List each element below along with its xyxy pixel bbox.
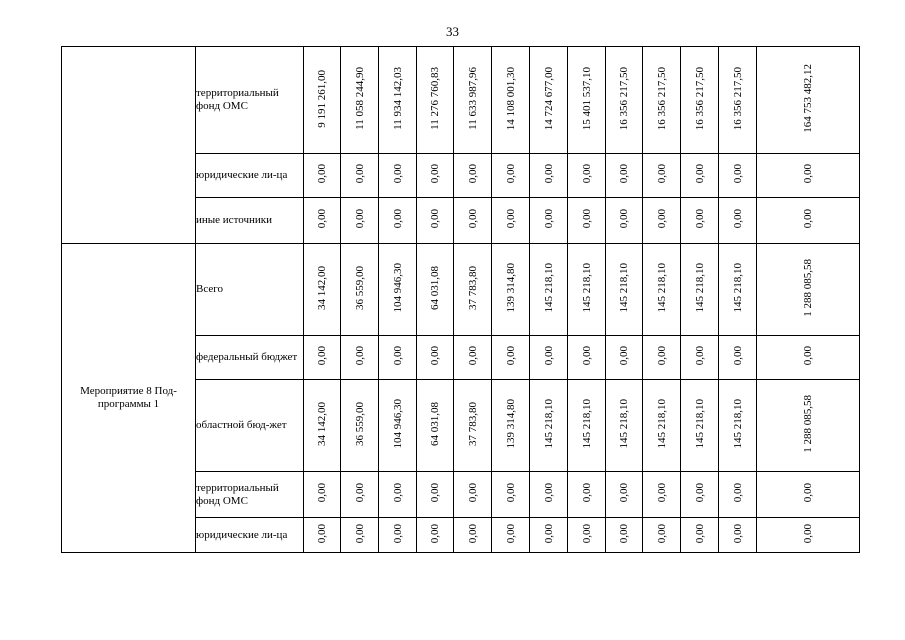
value-text: 0,00 [618,209,630,229]
value-cell [454,244,492,336]
value-text: 0,00 [391,164,404,184]
value-text: 0,00 [693,209,706,229]
value-cell [530,336,568,380]
value-cell [417,518,454,553]
value-cell [454,154,492,198]
table-row [62,47,860,154]
value-cell [304,47,341,154]
value-text: 139 314,80 [504,263,517,313]
value-text: 0,00 [353,164,366,184]
value-text: 0,00 [316,209,328,229]
total-cell [757,336,860,380]
value-cell [606,47,643,154]
value-cell [681,472,719,518]
value-cell [681,518,719,553]
total-cell [757,380,860,472]
value-text: 16 356 217,50 [693,66,706,131]
value-cell [719,47,757,154]
page-number: 33 [446,24,459,39]
value-text: 0,00 [542,483,555,503]
value-text: 0,00 [429,483,441,503]
value-text: 0,00 [731,483,744,503]
value-text: 11 276 760,83 [429,67,441,130]
value-text: 0,00 [618,346,630,366]
value-cell [530,198,568,244]
value-text: 0,00 [693,164,706,184]
value-cell [379,154,417,198]
value-cell [417,154,454,198]
value-cell [568,336,606,380]
total-cell [757,472,860,518]
value-text: 0,00 [618,523,630,544]
value-text: 0,00 [580,209,593,229]
value-text: 0,00 [391,483,404,503]
value-cell [530,518,568,553]
value-cell [492,380,530,472]
total-text: 1 288 085,58 [802,259,814,317]
value-cell [568,47,606,154]
value-cell [568,472,606,518]
value-text: 0,00 [580,164,593,184]
group-label-cell [62,47,196,244]
value-text: 0,00 [353,209,366,229]
value-cell [304,518,341,553]
value-text: 64 031,08 [429,266,441,310]
total-text: 0,00 [802,209,814,229]
value-cell [417,198,454,244]
value-cell [379,244,417,336]
value-text: 0,00 [316,523,328,544]
value-text: 0,00 [655,523,668,544]
value-text: 0,00 [542,164,555,184]
value-cell [568,198,606,244]
value-text: 16 356 217,50 [618,66,630,131]
total-cell [757,198,860,244]
total-text: 0,00 [802,523,814,544]
value-text: 9 191 261,00 [316,69,328,128]
value-text: 64 031,08 [429,402,441,446]
value-cell [606,198,643,244]
value-text: 104 946,30 [391,263,404,313]
value-text: 0,00 [655,346,668,366]
value-text: 0,00 [391,346,404,366]
value-cell [681,154,719,198]
value-cell [681,336,719,380]
value-text: 145 218,10 [618,399,630,449]
value-text: 0,00 [391,209,404,229]
value-cell [681,380,719,472]
value-text: 0,00 [316,483,328,503]
value-cell [643,47,681,154]
value-cell [568,380,606,472]
value-cell [379,336,417,380]
value-cell [492,47,530,154]
value-cell [454,472,492,518]
value-text: 0,00 [618,164,630,184]
value-text: 14 108 001,30 [504,66,517,131]
value-cell [417,336,454,380]
total-text: 1 288 085,58 [802,395,814,453]
value-cell [719,244,757,336]
value-cell [643,244,681,336]
value-text: 0,00 [731,209,744,229]
value-cell [417,380,454,472]
value-text: 36 559,00 [353,266,366,310]
value-cell [530,244,568,336]
value-cell [454,47,492,154]
value-text: 0,00 [466,164,479,184]
value-cell [341,380,379,472]
value-text: 0,00 [353,483,366,503]
budget-table [61,46,860,553]
value-text: 145 218,10 [580,263,593,313]
value-cell [568,154,606,198]
value-text: 37 783,80 [466,266,479,310]
value-text: 0,00 [542,346,555,366]
value-text: 0,00 [542,209,555,229]
value-cell [304,472,341,518]
value-cell [643,336,681,380]
value-cell [417,472,454,518]
value-cell [530,380,568,472]
value-cell [719,198,757,244]
value-text: 11 058 244,90 [353,67,366,130]
value-cell [341,47,379,154]
value-text: 0,00 [731,346,744,366]
value-cell [681,244,719,336]
value-text: 0,00 [655,164,668,184]
value-text: 0,00 [504,346,517,366]
value-cell [341,518,379,553]
value-cell [719,518,757,553]
value-text: 145 218,10 [731,399,744,449]
value-cell [492,244,530,336]
value-text: 145 218,10 [542,399,555,449]
value-text: 11 633 987,96 [466,67,479,130]
value-text: 0,00 [580,346,593,366]
value-text: 37 783,80 [466,402,479,446]
value-cell [492,336,530,380]
total-text: 0,00 [802,164,814,184]
value-cell [417,244,454,336]
value-text: 0,00 [618,483,630,503]
value-cell [379,198,417,244]
value-cell [341,336,379,380]
value-text: 145 218,10 [618,263,630,313]
total-text: 0,00 [802,483,814,503]
funding-source-cell: областной бюд-жет [196,380,304,472]
value-text: 0,00 [504,523,517,544]
value-text: 15 401 537,10 [580,66,593,131]
value-text: 0,00 [504,483,517,503]
table-row [62,244,860,336]
value-text: 0,00 [466,523,479,544]
value-cell [606,518,643,553]
value-cell [454,198,492,244]
total-cell [757,47,860,154]
value-text: 0,00 [391,523,404,544]
value-text: 0,00 [316,346,328,366]
value-text: 0,00 [353,523,366,544]
total-text: 0,00 [802,346,814,366]
value-cell [304,198,341,244]
value-text: 0,00 [466,346,479,366]
value-text: 0,00 [655,483,668,503]
value-text: 145 218,10 [731,263,744,313]
value-cell [341,244,379,336]
value-cell [643,198,681,244]
funding-source-cell: Всего [196,244,304,336]
value-cell [681,47,719,154]
value-cell [492,198,530,244]
value-text: 0,00 [693,346,706,366]
value-cell [568,244,606,336]
value-text: 16 356 217,50 [655,66,668,131]
value-text: 0,00 [466,209,479,229]
funding-source-cell: юридические ли-ца [196,518,304,553]
value-cell [304,244,341,336]
value-cell [341,472,379,518]
value-cell [379,518,417,553]
value-text: 0,00 [693,483,706,503]
value-cell [606,244,643,336]
value-cell [719,154,757,198]
value-cell [568,518,606,553]
value-text: 0,00 [655,209,668,229]
value-cell [492,472,530,518]
value-cell [643,472,681,518]
value-cell [719,472,757,518]
value-text: 145 218,10 [693,399,706,449]
value-text: 0,00 [542,523,555,544]
value-cell [304,336,341,380]
value-cell [681,198,719,244]
value-cell [606,472,643,518]
value-cell [492,518,530,553]
funding-source-cell: юридические ли-ца [196,154,304,198]
value-text: 0,00 [580,483,593,503]
value-cell [379,380,417,472]
value-cell [606,380,643,472]
value-cell [341,154,379,198]
value-text: 0,00 [731,164,744,184]
total-text: 164 753 482,12 [802,64,814,133]
value-cell [454,380,492,472]
value-text: 36 559,00 [353,402,366,446]
value-text: 0,00 [429,523,441,544]
value-cell [530,47,568,154]
value-cell [379,472,417,518]
value-text: 0,00 [580,523,593,544]
value-text: 0,00 [693,523,706,544]
value-text: 0,00 [429,209,441,229]
value-text: 0,00 [353,346,366,366]
value-text: 11 934 142,03 [391,67,404,130]
total-cell [757,244,860,336]
value-cell [454,518,492,553]
value-text: 145 218,10 [655,263,668,313]
value-text: 104 946,30 [391,399,404,449]
total-cell [757,154,860,198]
funding-source-cell: иные источники [196,198,304,244]
value-cell [304,380,341,472]
value-cell [643,518,681,553]
value-cell [643,154,681,198]
value-text: 0,00 [429,346,441,366]
value-text: 145 218,10 [693,263,706,313]
value-cell [341,198,379,244]
value-cell [606,336,643,380]
group-label-cell: Мероприятие 8 Под-программы 1 [62,244,196,553]
value-text: 16 356 217,50 [731,66,744,131]
value-text: 34 142,00 [316,266,328,310]
value-cell [643,380,681,472]
value-text: 0,00 [316,164,328,184]
value-cell [454,336,492,380]
value-cell [304,154,341,198]
funding-source-cell: территориальный фонд ОМС [196,47,304,154]
value-cell [530,154,568,198]
value-cell [719,336,757,380]
value-text: 14 724 677,00 [542,66,555,131]
funding-source-cell: федеральный бюджет [196,336,304,380]
value-text: 145 218,10 [542,263,555,313]
total-cell [757,518,860,553]
table-body [62,47,860,553]
value-cell [719,380,757,472]
value-text: 145 218,10 [655,399,668,449]
value-cell [417,47,454,154]
funding-source-cell: территориальный фонд ОМС [196,472,304,518]
value-cell [379,47,417,154]
value-text: 0,00 [466,483,479,503]
value-text: 0,00 [429,164,441,184]
value-text: 34 142,00 [316,402,328,446]
value-text: 0,00 [504,209,517,229]
value-text: 0,00 [731,523,744,544]
value-cell [530,472,568,518]
value-cell [492,154,530,198]
value-text: 145 218,10 [580,399,593,449]
value-text: 0,00 [504,164,517,184]
value-cell [606,154,643,198]
value-text: 139 314,80 [504,399,517,449]
